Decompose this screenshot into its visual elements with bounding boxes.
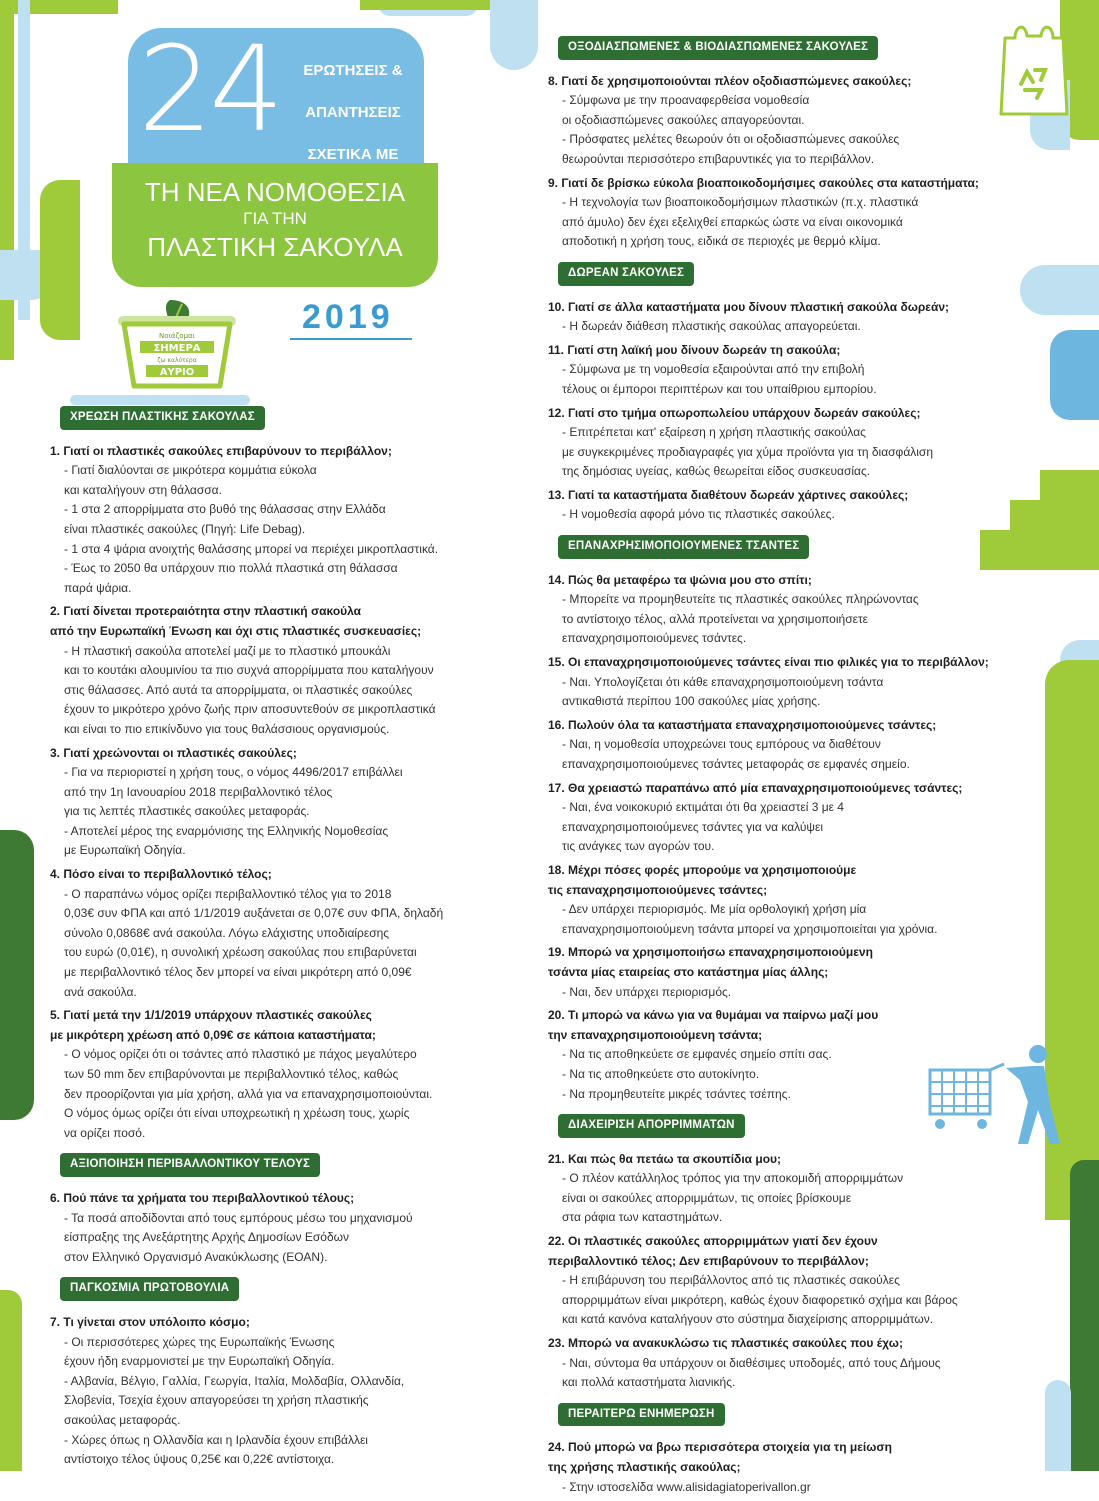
answer-text: - Σύμφωνα με τη νομοθεσία εξαιρούνται από την επιβολή [562, 362, 865, 377]
header-side-text [286, 50, 420, 176]
answer-text: - Γιατί διαλύονται σε μικρότερα κομμάτια εύκολα [64, 463, 317, 478]
answer-text: του ευρώ (0,01€), η συνολική χρέωση σακούλας που επιβαρύνεται [64, 945, 417, 960]
year-underline [290, 338, 412, 340]
question-text: 1. Γιατί οι πλαστικές σακούλες επιβαρύνουν το περιβάλλον; [50, 443, 392, 458]
header-title-line-2: ΓΙΑ ΤΗΝ [243, 209, 307, 228]
qa-item [548, 716, 1018, 779]
answer-text: έχουν το μικρότερο χρόνο ζωής πριν αποσυντεθούν σε μικροπλαστικά [64, 702, 436, 717]
answer-text: - Οι περισσότερες χώρες της Ευρωπαϊκής Ένωσης [64, 1334, 335, 1349]
qa-item [548, 779, 1018, 861]
answer-text: οι οξοδιασπώμενες σακούλες απαγορεύονται. [562, 112, 805, 127]
answer-text: και πολλά καταστήματα λιανικής. [562, 1375, 736, 1390]
header-title-line-1: ΤΗ ΝΕΑ ΝΟΜΟΘΕΣΙΑ [144, 177, 406, 207]
question-text: 13. Γιατί τα καταστήματα διαθέτουν δωρεάν χάρτινες σακούλες; [548, 487, 909, 502]
answer-text: με συγκεκριμένες προδιαγραφές για χύμα προϊόντα για τη διασφάλιση [562, 444, 933, 459]
decor-dark-green-right [1070, 1160, 1099, 1471]
answer-text: από την 1η Ιανουαρίου 2018 περιβαλλοντικό τέλος [64, 784, 333, 799]
question-text: 10. Γιατί σε άλλα καταστήματα μου δίνουν πλαστική σακούλα δωρεάν; [548, 299, 950, 314]
qa-item [548, 1438, 1018, 1501]
answer-text: - 1 στα 2 απορρίμματα στο βυθό της θάλασσας στην Ελλάδα [64, 502, 386, 517]
answer-text: Σλοβενία, Τσεχία έχουν απαγορεύσει τη χρήση πλαστικής [64, 1393, 369, 1408]
answer-text: αντίστοιχο τέλος ύψους 0,25€ και 0,22€ αντίστοιχα. [64, 1452, 335, 1467]
answer-text: και είναι το πιο επικίνδυνο για τους θαλάσσιους οργανισμούς. [64, 721, 390, 736]
header-title-panel [112, 163, 438, 287]
answer-text: έχουν ήδη εναρμονιστεί με την Ευρωπαϊκή Οδηγία. [64, 1354, 335, 1369]
answer-text: και το κουτάκι αλουμινίου τα πιο συχνά απορρίμματα που καταλήγουν [64, 663, 434, 678]
section-heading: ΑΞΙΟΠΟΙΗΣΗ ΠΕΡΙΒΑΛΛΟΝΤΙΚΟΥ ΤΕΛΟΥΣ [60, 1153, 320, 1177]
question-text: από την Ευρωπαϊκή Ένωση και όχι στις πλαστικές συσκευασίες; [50, 623, 422, 638]
decor-blue-right-3 [1050, 330, 1099, 420]
question-text: 22. Οι πλαστικές σακούλες απορριμμάτων γιατί δεν έχουν [548, 1234, 878, 1249]
qa-item [548, 1006, 1018, 1108]
header-year: 2019 [302, 298, 394, 336]
answer-text: - Ναι, δεν υπάρχει περιορισμός. [562, 984, 732, 999]
answer-text: - Να τις αποθηκεύετε στο αυτοκίνητο. [562, 1066, 760, 1081]
decor-green-steps-right-1 [1040, 470, 1099, 500]
question-text: 5. Γιατί μετά την 1/1/2019 υπάρχουν πλαστικές σακούλες [50, 1008, 372, 1023]
question-text: 9. Γιατί δε βρίσκω εύκολα βιοαποικοδομήσιμες σακούλες στα καταστήματα; [548, 175, 979, 190]
question-text: 8. Γιατί δε χρησιμοποιούνται πλέον οξοδιασπώμενες σακούλες; [548, 73, 912, 88]
answer-text: παρά ψάρια. [64, 580, 132, 595]
decor-blue-right-2 [1020, 265, 1099, 315]
question-text: 4. Πόσο είναι το περιβαλλοντικό τέλος; [50, 867, 272, 882]
answer-text: - Ο νόμος ορίζει ότι οι τσάντες από πλαστικό με πάχος μεγαλύτερο [64, 1047, 417, 1062]
qa-item [548, 174, 1018, 256]
decor-dark-green-left [0, 830, 34, 1120]
answer-text: - Αλβανία, Βέλγιο, Γαλλία, Γεωργία, Ιταλία, Μολδαβία, Ολλανδία, [64, 1373, 405, 1388]
answer-text: με Ευρωπαϊκή Οδηγία. [64, 843, 186, 858]
answer-text: - Τα ποσά αποδίδονται από τους εμπόρους μέσω του μηχανισμού [64, 1210, 413, 1225]
answer-text: - Επιτρέπεται κατ' εξαίρεση η χρήση πλαστικής σακούλας [562, 425, 866, 440]
answer-text: δεν προορίζονται για μία χρήση, αλλά για να επαναχρησιμοποιούνται. [64, 1086, 433, 1101]
answer-text: αντικαθιστά περίπου 100 σακούλες μίας χρήσης. [562, 694, 821, 709]
qa-item [50, 1006, 520, 1147]
answer-text: επαναχρησιμοποιούμενη τσάντα μπορεί να χρησιμοποιείται για χρόνια. [562, 921, 938, 936]
logo-line-3: ζω καλύτερα [157, 357, 197, 364]
answer-text: - Να τις αποθηκεύετε σε εμφανές σημείο σπίτι σας. [562, 1047, 832, 1062]
question-text: της χρήσης πλαστικής σακούλας; [548, 1460, 741, 1474]
qa-item [50, 442, 520, 603]
logo-line-4: ΑΥΡΙΟ [159, 367, 195, 378]
answer-text: ανά σακούλα. [64, 984, 137, 999]
header-side-line-2: ΑΠΑΝΤΗΣΕΙΣ [305, 104, 401, 121]
answer-text: στις θάλασσες. Από αυτά τα απορρίμματα, οι πλαστικές σακούλες [64, 682, 413, 697]
answer-text: - Πρόσφατες μελέτες θεωρούν ότι οι οξοδιασπώμενες σακούλες [562, 132, 900, 147]
section-heading: ΠΕΡΑΙΤΕΡΩ ΕΝΗΜΕΡΩΣΗ [558, 1403, 725, 1427]
answer-text: - Ο πλέον κατάλληλος τρόπος για την αποκομιδή απορριμμάτων [562, 1171, 904, 1186]
qa-item [548, 404, 1018, 486]
question-text: 23. Μπορώ να ανακυκλώσω τις πλαστικές σακούλες που έχω; [548, 1336, 903, 1351]
answer-text: - 1 στα 4 ψάρια ανοιχτής θαλάσσης μπορεί να περιέχει μικροπλαστικά. [64, 541, 439, 556]
answer-text: αποδοτική η χρήση τους, ειδικά σε περιοχές με θερμό κλίμα. [562, 234, 881, 249]
answer-text: - Ναι, σύντομα θα υπάρχουν οι διαθέσιμες υποδομές, από τους Δήμους [562, 1355, 941, 1370]
question-text: 7. Τι γίνεται στον υπόλοιπο κόσμο; [50, 1314, 250, 1329]
answer-text: επαναχρησιμοποιούμενες τσάντες μεταφοράς σε εμφανές σημείο. [562, 757, 910, 771]
answer-text: και καταλήγουν στη θάλασσα. [64, 482, 222, 497]
answer-text: για τις λεπτές πλαστικές σακούλες μεταφοράς. [64, 804, 310, 819]
question-text: 15. Οι επαναχρησιμοποιούμενες τσάντες είναι πιο φιλικές για το περιβάλλον; [548, 655, 989, 670]
qa-item [548, 341, 1018, 404]
answer-text: απορριμμάτων είναι μικρότερη, καθώς έχουν διαφορετικό σχήμα και βάρος [562, 1292, 958, 1307]
question-text: 19. Μπορώ να χρησιμοποιήσω επαναχρησιμοποιούμενη [548, 945, 873, 960]
question-text: 21. Και πώς θα πετάω τα σκουπίδια μου; [548, 1151, 782, 1166]
qa-item [50, 744, 520, 866]
decor-green-left-lower [0, 1290, 22, 1471]
answer-text: - Ο παραπάνω νόμος ορίζει περιβαλλοντικό τέλος για το 2018 [64, 886, 392, 901]
answer-text: σακούλας μεταφοράς. [64, 1412, 181, 1427]
left-column [50, 400, 520, 1474]
question-text: 14. Πώς θα μεταφέρω τα ψώνια μου στο σπίτι; [548, 572, 812, 587]
answer-text: - Ναι, ένα νοικοκυριό εκτιμάται ότι θα χρειαστεί 3 με 4 [562, 800, 844, 815]
decor-green-stripe-left [0, 0, 14, 360]
answer-text: - Αποτελεί μέρος της εναρμόνισης της Ελληνικής Νομοθεσίας [64, 823, 389, 838]
question-text: 16. Πωλούν όλα τα καταστήματα επαναχρησιμοποιούμενες τσάντες; [548, 717, 937, 732]
answer-text: - Στην ιστοσελίδα www.alisidagiatoperivallon.gr [562, 1479, 811, 1494]
answer-text: σύνολο 0,0868€ ανά σακούλα. Λόγω ελάχιστης υποδιαίρεσης [64, 925, 390, 940]
question-text: 11. Γιατί στη λαϊκή μου δίνουν δωρεάν τη σακούλα; [548, 342, 841, 357]
question-text: τις επαναχρησιμοποιούμενες τσάντες; [548, 882, 768, 897]
header-side-line-3: ΣΧΕΤΙΚΑ ΜΕ [307, 146, 399, 163]
section-heading: ΔΩΡΕΑΝ ΣΑΚΟΥΛΕΣ [558, 262, 694, 286]
question-text: 17. Θα χρειαστώ παραπάνω από μία επαναχρησιμοποιούμενες τσάντες; [548, 780, 963, 795]
answer-text: θεωρούνται περισσότερο επιβαρυντικές για το περιβάλλον. [562, 151, 875, 166]
question-text: 12. Γιατί στο τμήμα οπωροπωλείου υπάρχουν δωρεάν σακούλες; [548, 405, 921, 420]
question-text: 6. Πού πάνε τα χρήματα του περιβαλλοντικού τέλους; [50, 1190, 355, 1205]
header-number: 24 [138, 20, 281, 158]
answer-text: - Η πλαστική σακούλα αποτελεί μαζί με το πλαστικό μπουκάλι [64, 643, 391, 658]
answer-text: είσπραξης της Ανεξάρτητης Αρχής Δημοσίων Εσόδων [64, 1230, 350, 1245]
decor-green-block-left [40, 180, 80, 340]
question-text: την επαναχρησιμοποιούμενη τσάντα; [548, 1027, 763, 1042]
decor-green-top-right [360, 0, 490, 10]
leaf-basket-logo [112, 298, 242, 394]
answer-text: τέλους οι έμποροι περιπτέρων και του υπαίθριου εμπορίου. [562, 381, 877, 396]
answer-text: - Η επιβάρυνση του περιβάλλοντος από τις πλαστικές σακούλες [562, 1273, 900, 1288]
qa-item [548, 1150, 1018, 1232]
answer-text: το αντίστοιχο τέλος, αλλά προτείνεται να χρησιμοποιήσετε [562, 611, 869, 626]
answer-text: - Μπορείτε να προμηθευτείτε τις πλαστικές σακούλες πληρώνοντας [562, 592, 919, 607]
qa-item [548, 1232, 1018, 1334]
section-heading: ΕΠΑΝΑΧΡΗΣΙΜΟΠΟΙΟΥΜΕΝΕΣ ΤΣΑΝΤΕΣ [558, 535, 809, 559]
question-text: 24. Πού μπορώ να βρω περισσότερα στοιχεία για τη μείωση [548, 1440, 892, 1455]
qa-item [548, 72, 1018, 174]
question-text: 20. Τι μπορώ να κάνω για να θυμάμαι να παίρνω μαζί μου [548, 1008, 879, 1023]
qa-item [50, 1313, 520, 1474]
answer-text: να ορίζει ποσό. [64, 1125, 146, 1140]
question-text: με μικρότερη χρέωση από 0,09€ σε κάποια καταστήματα; [50, 1027, 376, 1042]
answer-text: - Η τεχνολογία των βιοαποικοδομήσιμων πλαστικών (π.χ. πλαστικά [562, 195, 919, 210]
qa-item [50, 865, 520, 1006]
qa-item [548, 861, 1018, 943]
answer-text: στα ράφια των καταστημάτων. [562, 1210, 723, 1225]
decor-green-steps-right-2 [1010, 500, 1099, 530]
answer-text: 0,03€ συν ΦΠΑ και από 1/1/2019 αυξάνεται σε 0,07€ συν ΦΠΑ, δηλαδή [64, 906, 444, 921]
answer-text: των 50 mm δεν επιβαρύνονται με περιβαλλοντικό τέλος, καθώς [64, 1067, 399, 1081]
qa-item [548, 486, 1018, 529]
answer-text: της δημόσιας υγείας, καθώς θεωρείται είδος συσκευασίας. [562, 464, 871, 479]
decor-blue-stripe-center [490, 0, 538, 70]
answer-text: - Σύμφωνα με την προαναφερθείσα νομοθεσία [562, 93, 810, 108]
answer-text: Ο νόμος όμως ορίζει ότι είναι υποχρεωτική η χρέωση τους, χωρίς [64, 1106, 410, 1121]
answer-text: από άμυλο) δεν έχει εξελιχθεί επαρκώς ώστε να είναι οικονομικά [562, 214, 903, 229]
question-text: περιβαλλοντικό τέλος; Δεν επιβαρύνουν το περιβάλλον; [548, 1253, 869, 1268]
qa-item [50, 1189, 520, 1271]
qa-item [50, 602, 520, 743]
answer-text: είναι οι σακούλες απορριμμάτων, τις οποίες βρίσκουμε [562, 1190, 852, 1205]
answer-text: στον Ελληνικό Οργανισμό Ανακύκλωσης (ΕΟΑΝ). [64, 1249, 328, 1264]
qa-item [548, 943, 1018, 1006]
answer-text: και κατά κανόνα καταλήγουν στο σύστημα διαχείρισης απορριμμάτων. [562, 1312, 934, 1327]
answer-text: τις ανάγκες των αγορών του. [562, 839, 715, 854]
question-text: 18. Μέχρι πόσες φορές μπορούμε να χρησιμοποιούμε [548, 862, 857, 877]
question-text: 3. Γιατί χρεώνονται οι πλαστικές σακούλες; [50, 745, 297, 760]
section-heading: ΟΞΟΔΙΑΣΠΩΜΕΝΕΣ & ΒΙΟΔΙΑΣΠΩΜΕΝΕΣ ΣΑΚΟΥΛΕΣ [558, 36, 878, 60]
answer-text: είναι πλαστικές σακούλες (Πηγή: Life Debag). [64, 521, 306, 536]
header-title-line-3: ΠΛΑΣΤΙΚΗ ΣΑΚΟΥΛΑ [147, 232, 403, 262]
answer-text: - Δεν υπάρχει περιορισμός. Με μία ορθολογική χρήση μία [562, 902, 867, 917]
answer-text: επαναχρησιμοποιούμενες τσάντες για να καλύψει [562, 819, 824, 834]
answer-text: - Για να περιοριστεί η χρήση τους, ο νόμος 4496/2017 επιβάλλει [64, 765, 403, 780]
answer-text: με περιβαλλοντικό τέλος δεν μπορεί να είναι μικρότερη από 0,09€ [64, 965, 412, 980]
question-text: τσάντα μίας εταιρείας στο κατάστημα μίας άλλης; [548, 964, 829, 979]
answer-text: - Η νομοθεσία αφορά μόνο τις πλαστικές σακούλες. [562, 507, 835, 522]
section-heading: ΠΑΓΚΟΣΜΙΑ ΠΡΩΤΟΒΟΥΛΙΑ [60, 1277, 239, 1301]
question-text: 2. Γιατί δίνεται προτεραιότητα στην πλαστική σακούλα [50, 604, 362, 619]
decor-blue-right-6 [1045, 1380, 1071, 1471]
answer-text: - Η δωρεάν διάθεση πλαστικής σακούλας απαγορεύεται. [562, 319, 861, 334]
logo-line-2: ΣΗΜΕΡΑ [153, 343, 201, 354]
header-side-line-1: ΕΡΩΤΗΣΕΙΣ & [303, 62, 403, 79]
answer-text: - Έως το 2050 θα υπάρχουν πιο πολλά πλαστικά στη θάλασσα [64, 561, 398, 576]
qa-item [548, 298, 1018, 341]
answer-text: - Ναι, η νομοθεσία υποχρεώνει τους εμπόρους να διαθέτουν [562, 737, 881, 752]
logo-line-1: Νοιάζομαι [158, 332, 196, 340]
answer-text: - Χώρες όπως η Ολλανδία και η Ιρλανδία έχουν επιβάλλει [64, 1432, 368, 1447]
answer-text: - Ναι. Υπολογίζεται ότι κάθε επαναχρησιμοποιούμενη τσάντα [562, 674, 884, 689]
answer-text: - Να προμηθευτείτε μικρές τσάντες τσέπης. [562, 1086, 791, 1101]
section-heading: ΧΡΕΩΣΗ ΠΛΑΣΤΙΚΗΣ ΣΑΚΟΥΛΑΣ [60, 406, 265, 430]
qa-item [548, 1334, 1018, 1397]
answer-text: επαναχρησιμοποιούμενες τσάντες. [562, 631, 747, 646]
qa-item [548, 571, 1018, 653]
qa-item [548, 653, 1018, 716]
section-heading: ΔΙΑΧΕΙΡΙΣΗ ΑΠΟΡΡΙΜΜΑΤΩΝ [558, 1114, 745, 1138]
right-column [548, 30, 1018, 1501]
